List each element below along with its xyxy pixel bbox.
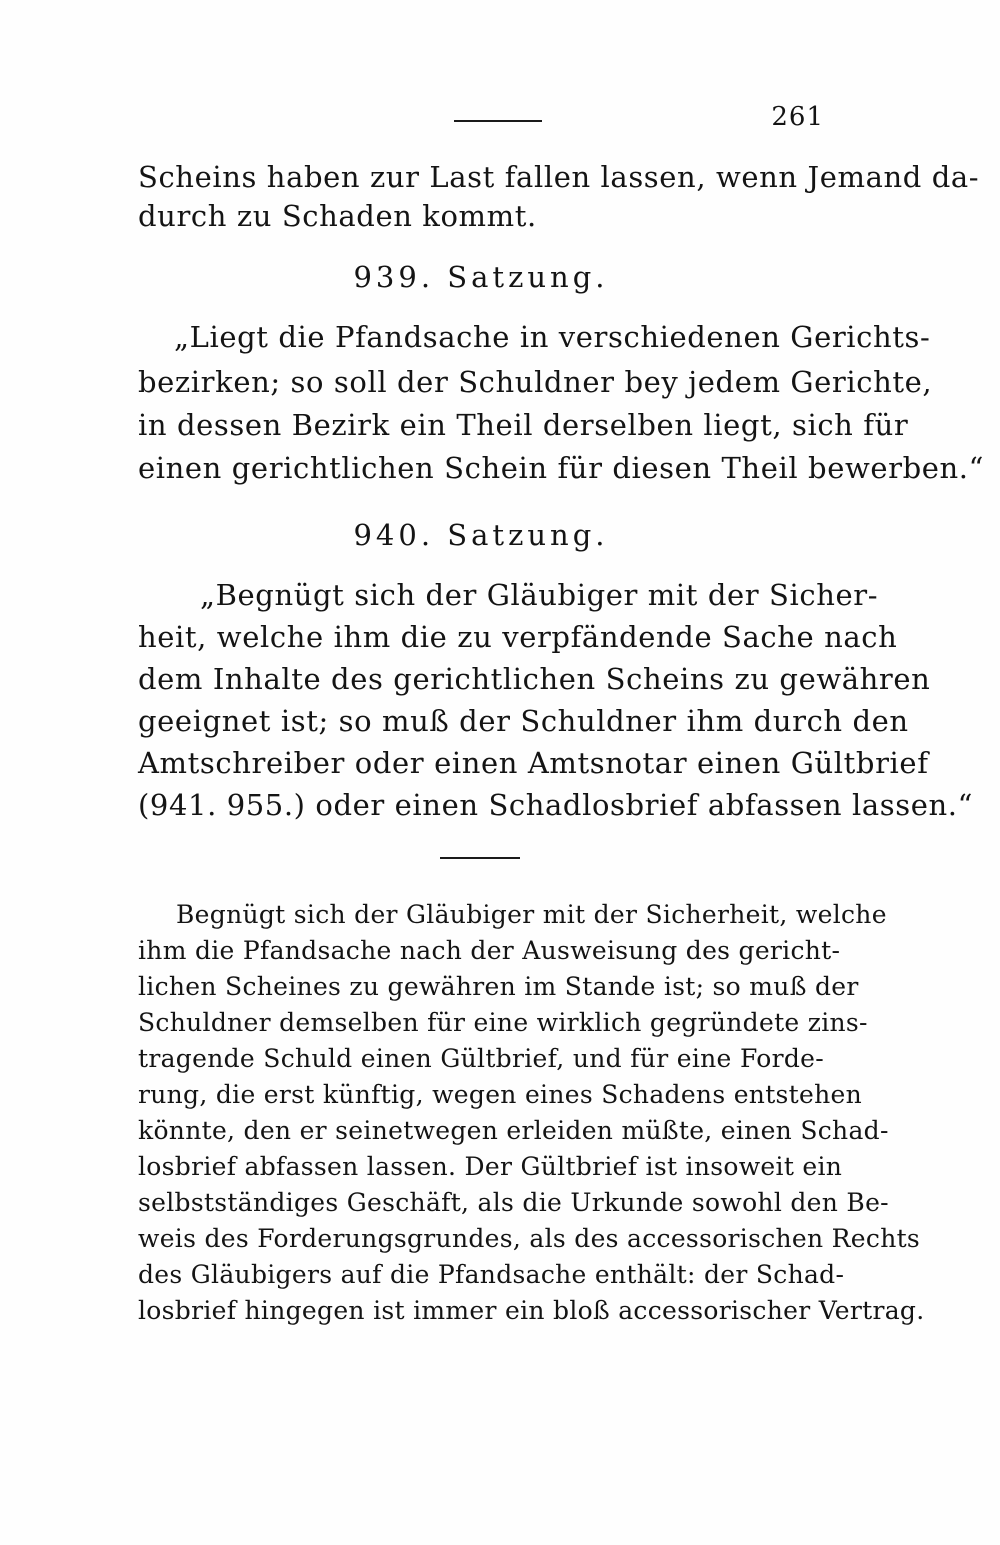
commentary-line-2: ihm die Pfandsache nach der Ausweisung des gericht- xyxy=(138,936,841,965)
commentary-line-4: Schuldner demselben für eine wirklich gegründete zins- xyxy=(138,1008,868,1037)
section-940-line-3: dem Inhalte des gerichtlichen Scheins zu gewähren xyxy=(138,662,931,696)
section-940-line-2: heit, welche ihm die zu verpfändende Sache nach xyxy=(138,620,898,654)
carryover-line-1: Scheins haben zur Last fallen lassen, wenn Jemand da- xyxy=(138,160,980,194)
section-939-heading: 939. Satzung. xyxy=(353,260,609,294)
section-940-line-1: „Begnügt sich der Gläubiger mit der Sicher- xyxy=(200,578,879,612)
commentary-line-1: Begnügt sich der Gläubiger mit der Sicherheit, welche xyxy=(176,900,887,929)
commentary-line-10: weis des Forderungsgrundes, als des accessorischen Rechts xyxy=(138,1224,921,1253)
section-940-line-5: Amtschreiber oder einen Amtsnotar einen Gültbrief xyxy=(138,746,929,780)
section-939-line-2: bezirken; so soll der Schuldner bey jedem Gerichte, xyxy=(138,365,933,399)
section-940-line-6: (941. 955.) oder einen Schadlosbrief abfassen lassen.“ xyxy=(138,788,974,822)
carryover-line-2: durch zu Schaden kommt. xyxy=(138,199,537,233)
commentary-line-12: losbrief hingegen ist immer ein bloß accessorischer Vertrag. xyxy=(138,1296,925,1325)
commentary-line-9: selbstständiges Geschäft, als die Urkunde sowohl den Be- xyxy=(138,1188,889,1217)
section-divider xyxy=(440,857,520,859)
commentary-line-8: losbrief abfassen lassen. Der Gültbrief ist insoweit ein xyxy=(138,1152,843,1181)
commentary-line-5: tragende Schuld einen Gültbrief, und für eine Forde- xyxy=(138,1044,824,1073)
section-940-heading: 940. Satzung. xyxy=(353,518,609,552)
section-939-line-4: einen gerichtlichen Schein für diesen Theil bewerben.“ xyxy=(138,451,985,485)
page-header xyxy=(138,100,824,140)
page-number: 261 xyxy=(771,102,824,132)
commentary-line-11: des Gläubigers auf die Pfandsache enthält: der Schad- xyxy=(138,1260,845,1289)
section-939-line-3: in dessen Bezirk ein Theil derselben liegt, sich für xyxy=(138,408,909,442)
commentary-line-7: könnte, den er seinetwegen erleiden müßte, einen Schad- xyxy=(138,1116,889,1145)
commentary-line-6: rung, die erst künftig, wegen eines Schadens entstehen xyxy=(138,1080,863,1109)
section-939-line-1: „Liegt die Pfandsache in verschiedenen Gerichts- xyxy=(174,320,931,354)
header-rule xyxy=(454,120,542,122)
section-940-line-4: geeignet ist; so muß der Schuldner ihm durch den xyxy=(138,704,909,738)
commentary-line-3: lichen Scheines zu gewähren im Stande ist; so muß der xyxy=(138,972,859,1001)
